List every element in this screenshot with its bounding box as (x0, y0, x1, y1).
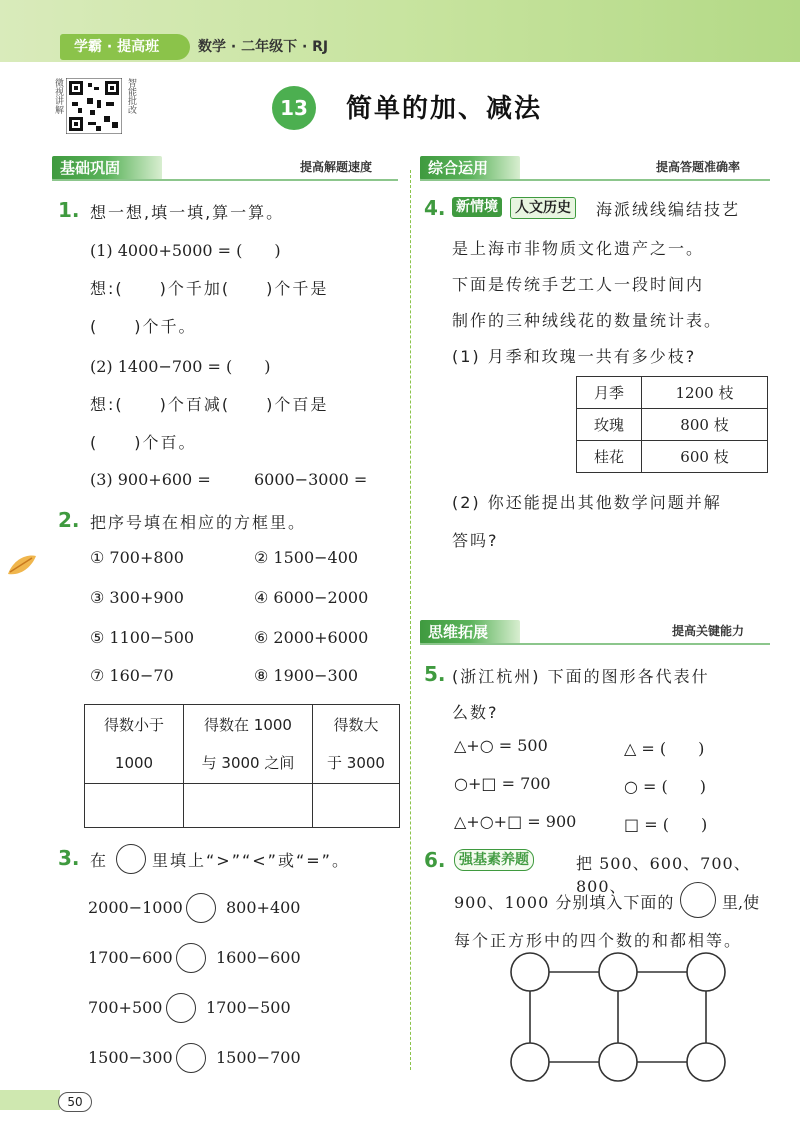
q6-fill-circle[interactable] (599, 953, 637, 991)
q4-sub2-a: (2) 你还能提出其他数学问题并解 (452, 493, 722, 512)
qr-code-icon[interactable] (66, 78, 122, 134)
q3-compare-circle[interactable] (186, 893, 216, 923)
q2-header-line: 与 3000 之间 (201, 754, 295, 772)
q2-answer-table (84, 704, 400, 828)
q5-answer: △ = ( ) (624, 739, 705, 758)
q2-header-line: 得数大 (333, 716, 379, 734)
q4-flower-value: 600 枝 (642, 441, 768, 473)
qr-right-caption: 智能批改 (126, 78, 136, 114)
q2-header-cell (313, 705, 400, 784)
q6-fill-circle[interactable] (511, 953, 549, 991)
q3-compare-circle[interactable] (176, 943, 206, 973)
q3-compare-circle[interactable] (176, 1043, 206, 1073)
q5-answer: ○ = ( ) (624, 777, 707, 796)
q4-line2: 是上海市非物质文化遗产之一。 (452, 239, 705, 258)
q1-part2: (2) 1400−700 = ( ) (90, 357, 271, 376)
q4-number: 4. (424, 196, 446, 220)
q6-line2-a: 900、1000 分别填入下面的 (454, 893, 675, 912)
q2-header-cell (184, 705, 313, 784)
section-basic-tag: 提高解题速度 (300, 160, 373, 174)
q4-new-situation-tag: 新情境 (452, 197, 502, 217)
q2-item: ⑤ 1100−500 (90, 628, 195, 647)
section-integrated-title: 综合运用 (420, 156, 520, 180)
q4-flower-name: 桂花 (577, 441, 642, 473)
q2-answer-cell[interactable] (85, 784, 184, 828)
q1-part1: (1) 4000+5000 = ( ) (90, 241, 281, 260)
q1-part1-think-b: ( )个千。 (90, 317, 197, 336)
q6-squares-diagram (500, 950, 740, 1090)
q3-compare-circle[interactable] (166, 993, 196, 1023)
qr-left-caption-wrap (52, 78, 65, 118)
q5-equation: ○+□ = 700 (454, 774, 551, 793)
q5-answer: □ = ( ) (624, 815, 708, 834)
section-thinking-underline (420, 643, 770, 645)
q5-line1: (浙江杭州) 下面的图形各代表什 (452, 667, 710, 686)
q1-part3-b: 6000−3000 = (254, 470, 368, 489)
q2-header-line: 于 3000 (327, 754, 385, 772)
q2-item: ⑥ 2000+6000 (254, 628, 369, 647)
q6-line1: 把 500、600、700、800、 (576, 854, 751, 896)
q6-fill-circle[interactable] (511, 1043, 549, 1081)
q2-header-line: 得数小于 (103, 716, 164, 734)
q3-right-expr: 1600−600 (216, 948, 301, 967)
q3-prompt-a: 在 (90, 851, 109, 870)
brand-label: 学霸 · 提高班 (60, 34, 190, 60)
q4-topic-tag: 人文历史 (510, 197, 576, 219)
leaf-decoration-icon (4, 550, 40, 580)
q3-number: 3. (58, 846, 80, 870)
q6-line2-b: 里,使 (722, 893, 760, 912)
q6-fill-circle[interactable] (687, 953, 725, 991)
q4-line1: 海派绒线编结技艺 (596, 200, 741, 219)
section-thinking-title: 思维拓展 (420, 620, 520, 644)
q4-flower-name: 月季 (577, 377, 642, 409)
footer-band (0, 1090, 60, 1110)
q3-circle-sample-icon (116, 844, 146, 874)
q2-item: ④ 6000−2000 (254, 588, 369, 607)
page-number: 50 (58, 1092, 92, 1112)
q2-header-line: 1000 (114, 754, 154, 772)
q3-left-expr: 2000−1000 (88, 898, 183, 917)
q3-left-expr: 1700−600 (88, 948, 173, 967)
q6-circle-sample-icon (680, 882, 716, 918)
qr-right-caption-wrap (125, 78, 138, 118)
q2-answer-cell[interactable] (184, 784, 313, 828)
lesson-title: 简单的加、减法 (346, 94, 543, 124)
q6-foundation-tag: 强基素养题 (454, 849, 534, 871)
q1-part1-think-a: 想:( )个千加( )个千是 (90, 279, 329, 298)
section-basic-underline (52, 179, 398, 181)
section-basic-title: 基础巩固 (52, 156, 162, 180)
q3-right-expr: 800+400 (226, 898, 301, 917)
q3-right-expr: 1500−700 (216, 1048, 301, 1067)
q1-part3-a: (3) 900+600 = (90, 470, 211, 489)
q2-number: 2. (58, 508, 80, 532)
q4-flower-value: 800 枝 (642, 409, 768, 441)
q2-item: ① 700+800 (90, 548, 184, 567)
q4-flower-value: 1200 枝 (642, 377, 768, 409)
q5-equation: △+○ = 500 (454, 736, 548, 755)
subject-label: 数学 · 二年级下 · RJ (198, 39, 329, 55)
q5-line2: 么数? (452, 703, 499, 722)
q2-item: ⑦ 160−70 (90, 666, 174, 685)
section-thinking-tag: 提高关键能力 (672, 624, 745, 638)
q1-part2-think-b: ( )个百。 (90, 433, 197, 452)
q2-item: ③ 300+900 (90, 588, 184, 607)
q6-fill-circle[interactable] (599, 1043, 637, 1081)
q4-line4: 制作的三种绒线花的数量统计表。 (452, 311, 723, 330)
q4-line3: 下面是传统手艺工人一段时间内 (452, 275, 705, 294)
section-integrated-tag: 提高答题准确率 (656, 160, 741, 174)
q2-header-cell (85, 705, 184, 784)
q2-item: ② 1500−400 (254, 548, 359, 567)
q4-flower-name: 玫瑰 (577, 409, 642, 441)
q2-prompt: 把序号填在相应的方框里。 (90, 513, 307, 532)
lesson-number-badge: 13 (272, 86, 316, 130)
q5-equation: △+○+□ = 900 (454, 812, 577, 831)
q6-line3: 每个正方形中的四个数的和都相等。 (454, 931, 743, 950)
q2-answer-cell[interactable] (313, 784, 400, 828)
q3-left-expr: 1500−300 (88, 1048, 173, 1067)
q4-flower-table (576, 376, 768, 473)
q1-prompt: 想一想,填一填,算一算。 (90, 203, 285, 222)
qr-left-caption: 微视讲解 (53, 78, 63, 114)
column-divider (410, 170, 411, 1070)
q3-right-expr: 1700−500 (206, 998, 291, 1017)
q1-number: 1. (58, 198, 80, 222)
q6-number: 6. (424, 848, 446, 872)
q2-item: ⑧ 1900−300 (254, 666, 359, 685)
q3-left-expr: 700+500 (88, 998, 163, 1017)
q4-sub2-b: 答吗? (452, 531, 499, 550)
q3-prompt-b: 里填上“>”“<”或“=”。 (152, 851, 350, 870)
q4-sub1: (1) 月季和玫瑰一共有多少枝? (452, 347, 697, 366)
section-integrated-underline (420, 179, 770, 181)
q2-header-line: 得数在 1000 (204, 716, 292, 734)
q1-part2-think-a: 想:( )个百减( )个百是 (90, 395, 329, 414)
q6-fill-circle[interactable] (687, 1043, 725, 1081)
q5-number: 5. (424, 662, 446, 686)
